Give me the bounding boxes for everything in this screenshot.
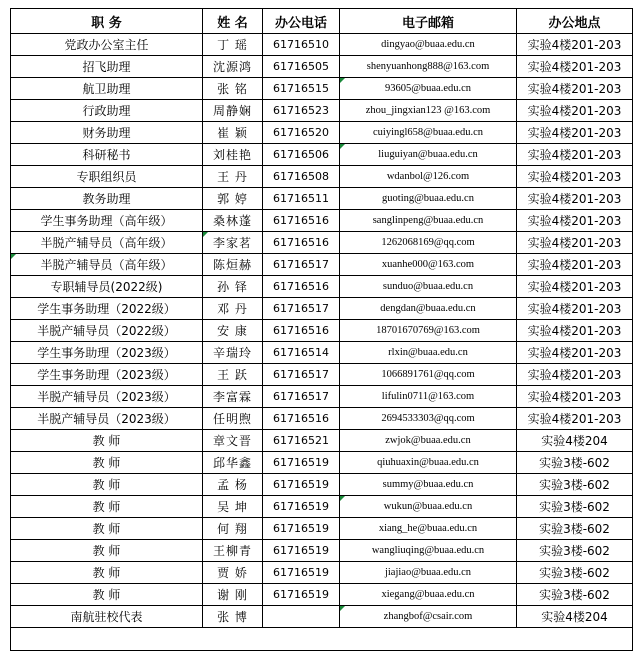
cell-role: 党政办公室主任 [11,34,203,56]
cell-email: jiajiao@buaa.edu.cn [340,562,517,584]
cell-phone: 61716516 [263,232,340,254]
cell-phone: 61716517 [263,364,340,386]
cell-phone: 61716517 [263,298,340,320]
table-row [11,430,633,452]
cell-location: 实验4楼201-203 [517,100,633,122]
cell-role: 专职辅导员(2022级) [11,276,203,298]
cell-email: rlxin@buaa.edu.cn [340,342,517,364]
cell-email: zhangbof@csair.com [340,606,517,628]
cell-name: 王 丹 [203,166,263,188]
cell-location: 实验4楼201-203 [517,34,633,56]
table-row [11,342,633,364]
cell-phone [263,606,340,628]
cell-role: 航卫助理 [11,78,203,100]
table-row [11,210,633,232]
cell-name: 刘桂艳 [203,144,263,166]
cell-email: 1066891761@qq.com [340,364,517,386]
cell-location: 实验4楼201-203 [517,166,633,188]
table-row [11,56,633,78]
table-row [11,408,633,430]
header-role: 职 务 [11,9,203,34]
cell-email: wukun@buaa.edu.cn [340,496,517,518]
cell-email: sunduo@buaa.edu.cn [340,276,517,298]
cell-location: 实验3楼-602 [517,474,633,496]
blank-row [11,628,633,651]
table-row [11,144,633,166]
table-body [11,34,633,628]
cell-phone: 61716514 [263,342,340,364]
cell-email: liuguiyan@buaa.edu.cn [340,144,517,166]
cell-role: 南航驻校代表 [11,606,203,628]
table-row [11,100,633,122]
cell-phone: 61716520 [263,122,340,144]
cell-location: 实验4楼201-203 [517,78,633,100]
cell-phone: 61716516 [263,210,340,232]
cell-phone: 61716519 [263,562,340,584]
table-row [11,584,633,606]
cell-name: 孙 铎 [203,276,263,298]
cell-name: 何 翔 [203,518,263,540]
cell-name: 丁 瑶 [203,34,263,56]
cell-name: 任明煦 [203,408,263,430]
contact-table [10,8,633,651]
cell-role: 教 师 [11,430,203,452]
cell-email: zwjok@buaa.edu.cn [340,430,517,452]
cell-location: 实验4楼201-203 [517,254,633,276]
cell-role: 教 师 [11,452,203,474]
table-row [11,298,633,320]
cell-location: 实验3楼-602 [517,452,633,474]
table-row [11,166,633,188]
cell-phone: 61716506 [263,144,340,166]
cell-location: 实验3楼-602 [517,540,633,562]
cell-phone: 61716519 [263,496,340,518]
cell-role: 半脱产辅导员（高年级） [11,254,203,276]
cell-phone: 61716516 [263,276,340,298]
table-row [11,320,633,342]
cell-name: 谢 刚 [203,584,263,606]
cell-phone: 61716515 [263,78,340,100]
cell-location: 实验4楼201-203 [517,386,633,408]
cell-email: xiang_he@buaa.edu.cn [340,518,517,540]
cell-location: 实验3楼-602 [517,496,633,518]
cell-phone: 61716517 [263,386,340,408]
table-row [11,276,633,298]
cell-email: dengdan@buaa.edu.cn [340,298,517,320]
cell-name: 安 康 [203,320,263,342]
cell-role: 教 师 [11,540,203,562]
header-row [11,9,633,34]
cell-phone: 61716516 [263,320,340,342]
cell-location: 实验4楼201-203 [517,364,633,386]
cell-name: 桑林蓬 [203,210,263,232]
cell-email: 2694533303@qq.com [340,408,517,430]
cell-name: 王柳青 [203,540,263,562]
cell-role: 学生事务助理（高年级） [11,210,203,232]
cell-role: 教 师 [11,474,203,496]
cell-email: xiegang@buaa.edu.cn [340,584,517,606]
cell-name: 崔 颖 [203,122,263,144]
cell-location: 实验3楼-602 [517,518,633,540]
cell-name: 周静娴 [203,100,263,122]
cell-location: 实验4楼201-203 [517,298,633,320]
cell-phone: 61716519 [263,474,340,496]
cell-name: 邓 丹 [203,298,263,320]
cell-role: 财务助理 [11,122,203,144]
cell-role: 科研秘书 [11,144,203,166]
cell-phone: 61716519 [263,518,340,540]
cell-role: 教 师 [11,496,203,518]
cell-location: 实验4楼201-203 [517,188,633,210]
table-row [11,254,633,276]
header-name: 姓 名 [203,9,263,34]
cell-phone: 61716521 [263,430,340,452]
cell-location: 实验4楼201-203 [517,144,633,166]
cell-location: 实验4楼201-203 [517,210,633,232]
cell-role: 学生事务助理（2022级） [11,298,203,320]
cell-name: 张 博 [203,606,263,628]
contact-sheet [10,8,632,651]
cell-location: 实验4楼204 [517,430,633,452]
cell-email: 1262068169@qq.com [340,232,517,254]
cell-location: 实验4楼201-203 [517,122,633,144]
table-row [11,34,633,56]
table-row [11,364,633,386]
cell-phone: 61716519 [263,452,340,474]
cell-role: 教 师 [11,584,203,606]
cell-phone: 61716508 [263,166,340,188]
cell-name: 李家茗 [203,232,263,254]
table-row [11,518,633,540]
cell-role: 半脱产辅导员（高年级） [11,232,203,254]
table-row [11,562,633,584]
cell-email: zhou_jingxian123 @163.com [340,100,517,122]
cell-email: qiuhuaxin@buaa.edu.cn [340,452,517,474]
cell-email: xuanhe000@163.com [340,254,517,276]
cell-role: 学生事务助理（2023级） [11,342,203,364]
cell-location: 实验4楼204 [517,606,633,628]
cell-email: wangliuqing@buaa.edu.cn [340,540,517,562]
header-phone: 办公电话 [263,9,340,34]
cell-email: shenyuanhong888@163.com [340,56,517,78]
cell-email: sanglinpeng@buaa.edu.cn [340,210,517,232]
cell-phone: 61716517 [263,254,340,276]
cell-name: 辛瑞玲 [203,342,263,364]
cell-name: 孟 杨 [203,474,263,496]
cell-phone: 61716523 [263,100,340,122]
cell-name: 章文晋 [203,430,263,452]
cell-phone: 61716510 [263,34,340,56]
cell-email: lifulin0711@163.com [340,386,517,408]
cell-role: 行政助理 [11,100,203,122]
cell-phone: 61716505 [263,56,340,78]
cell-location: 实验4楼201-203 [517,408,633,430]
cell-name: 贾 娇 [203,562,263,584]
cell-name: 吴 坤 [203,496,263,518]
cell-email: wdanbol@126.com [340,166,517,188]
blank-cell [11,628,633,651]
table-row [11,540,633,562]
cell-location: 实验4楼201-203 [517,320,633,342]
cell-email: 93605@buaa.edu.cn [340,78,517,100]
cell-location: 实验4楼201-203 [517,276,633,298]
header-email: 电子邮箱 [340,9,517,34]
cell-phone: 61716519 [263,584,340,606]
cell-name: 郭 婷 [203,188,263,210]
cell-email: cuiyingl658@buaa.edu.cn [340,122,517,144]
cell-role: 教务助理 [11,188,203,210]
table-row [11,474,633,496]
cell-location: 实验4楼201-203 [517,342,633,364]
cell-email: guoting@buaa.edu.cn [340,188,517,210]
table-row [11,452,633,474]
table-row [11,188,633,210]
table-row [11,386,633,408]
cell-role: 半脱产辅导员（2022级） [11,320,203,342]
cell-role: 教 师 [11,562,203,584]
table-row [11,606,633,628]
cell-phone: 61716516 [263,408,340,430]
cell-role: 半脱产辅导员（2023级） [11,386,203,408]
table-row [11,232,633,254]
cell-role: 学生事务助理（2023级） [11,364,203,386]
cell-email: dingyao@buaa.edu.cn [340,34,517,56]
table-row [11,78,633,100]
cell-name: 陈烜赫 [203,254,263,276]
cell-phone: 61716519 [263,540,340,562]
cell-role: 专职组织员 [11,166,203,188]
cell-phone: 61716511 [263,188,340,210]
cell-email: 18701670769@163.com [340,320,517,342]
cell-location: 实验3楼-602 [517,562,633,584]
cell-email: summy@buaa.edu.cn [340,474,517,496]
cell-name: 邱华鑫 [203,452,263,474]
cell-name: 王 跃 [203,364,263,386]
cell-role: 教 师 [11,518,203,540]
cell-location: 实验4楼201-203 [517,56,633,78]
cell-role: 招飞助理 [11,56,203,78]
cell-name: 沈源鸿 [203,56,263,78]
cell-name: 李富霖 [203,386,263,408]
cell-role: 半脱产辅导员（2023级） [11,408,203,430]
table-row [11,122,633,144]
table-row [11,496,633,518]
cell-location: 实验4楼201-203 [517,232,633,254]
cell-name: 张 铭 [203,78,263,100]
header-location: 办公地点 [517,9,633,34]
cell-location: 实验3楼-602 [517,584,633,606]
